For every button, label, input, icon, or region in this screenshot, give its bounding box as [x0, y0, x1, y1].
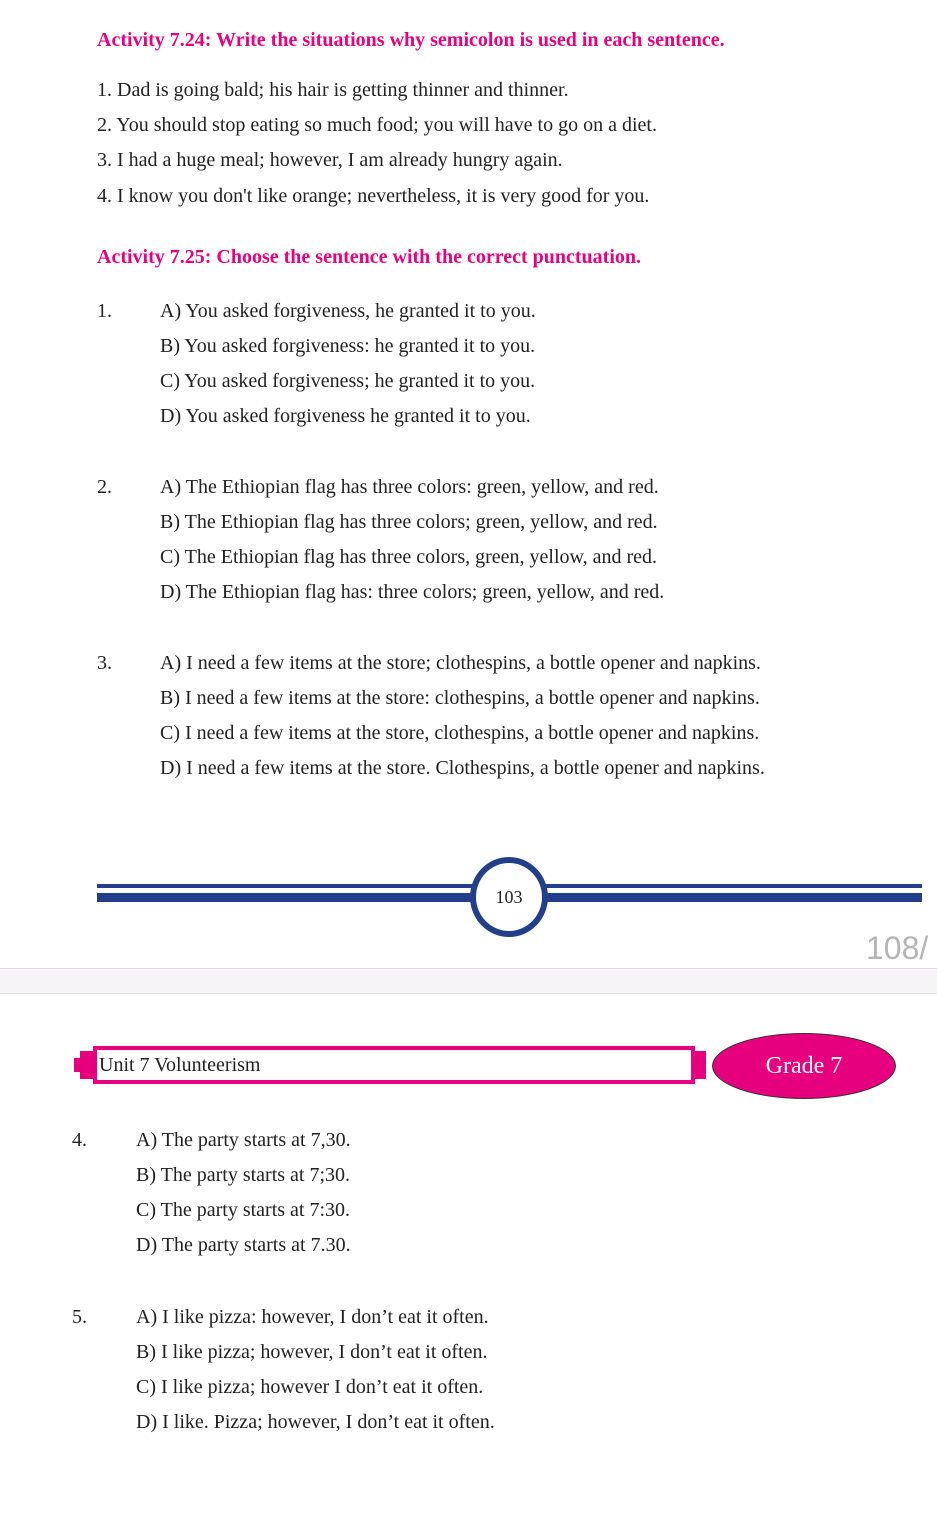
grade-label: Grade 7 [765, 1052, 843, 1079]
header-tab-right [692, 1051, 706, 1079]
unit-header [93, 1046, 695, 1084]
grade-badge [712, 1033, 896, 1099]
activity-7-24-item: 3. I had a huge meal; however, I am already hungry again. [97, 149, 563, 171]
answer-option: C) I like pizza; however I don’t eat it often. [136, 1376, 484, 1398]
unit-title: Unit 7 Volunteerism [99, 1054, 261, 1076]
header-tab-left-nub [74, 1058, 82, 1072]
activity-7-24-item: 1. Dad is going bald; his hair is getting thinner and thinner. [97, 79, 569, 101]
answer-option: B) I need a few items at the store: clothespins, a bottle opener and napkins. [160, 687, 760, 709]
answer-option: D) You asked forgiveness he granted it to you. [160, 405, 531, 427]
page-number: 103 [495, 886, 523, 907]
answer-option: A) You asked forgiveness, he granted it to you. [160, 300, 536, 322]
page-separator [0, 968, 937, 994]
activity-7-24-item: 2. You should stop eating so much food; you will have to go on a diet. [97, 114, 657, 136]
answer-option: A) The Ethiopian flag has three colors: green, yellow, and red. [160, 476, 659, 498]
page-number-badge [470, 857, 548, 937]
answer-option: D) The Ethiopian flag has: three colors; green, yellow, and red. [160, 581, 665, 603]
question-number: 3. [97, 652, 112, 674]
answer-option: D) I like. Pizza; however, I don’t eat it often. [136, 1411, 495, 1433]
answer-option: B) The party starts at 7;30. [136, 1164, 351, 1186]
answer-option: C) The Ethiopian flag has three colors, green, yellow, and red. [160, 546, 658, 568]
viewer-page-indicator: 108/ [866, 930, 929, 966]
activity-7-24-heading: Activity 7.24: Write the situations why semicolon is used in each sentence. [97, 29, 725, 51]
question-number: 5. [72, 1306, 87, 1328]
question-number: 2. [97, 476, 112, 498]
answer-option: D) I need a few items at the store. Clothespins, a bottle opener and napkins. [160, 757, 765, 779]
answer-option: B) I like pizza; however, I don’t eat it often. [136, 1341, 488, 1363]
answer-option: C) You asked forgiveness; he granted it to you. [160, 370, 536, 392]
question-number: 1. [97, 300, 112, 322]
activity-7-24-item: 4. I know you don't like orange; nevertheless, it is very good for you. [97, 185, 650, 207]
activity-7-25-heading: Activity 7.25: Choose the sentence with the correct punctuation. [97, 246, 641, 268]
answer-option: B) The Ethiopian flag has three colors; green, yellow, and red. [160, 511, 658, 533]
answer-option: A) The party starts at 7,30. [136, 1129, 351, 1151]
question-number: 4. [72, 1129, 87, 1151]
answer-option: C) I need a few items at the store, clothespins, a bottle opener and napkins. [160, 722, 760, 744]
answer-option: C) The party starts at 7:30. [136, 1199, 351, 1221]
answer-option: A) I like pizza: however, I don’t eat it often. [136, 1306, 489, 1328]
answer-option: D) The party starts at 7.30. [136, 1234, 351, 1256]
header-tab-left [80, 1051, 94, 1079]
answer-option: B) You asked forgiveness: he granted it to you. [160, 335, 536, 357]
answer-option: A) I need a few items at the store; clothespins, a bottle opener and napkins. [160, 652, 761, 674]
